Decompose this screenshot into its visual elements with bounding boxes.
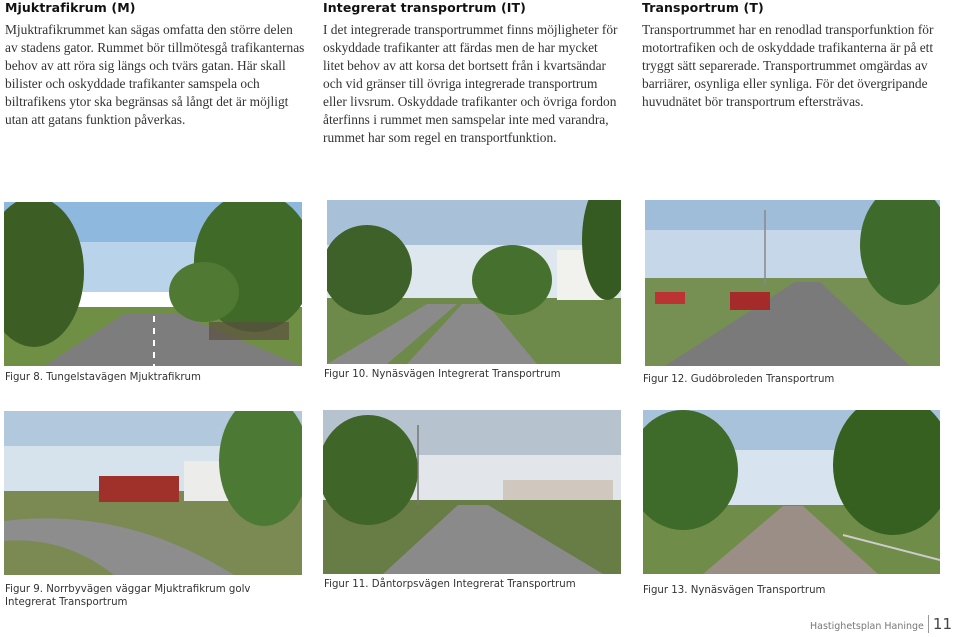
- photo-figur-13: [643, 410, 940, 574]
- caption-figur-13: Figur 13. Nynäsvägen Transportrum: [643, 585, 826, 596]
- page-footer: [810, 615, 952, 633]
- column-transportrum: [642, 0, 947, 111]
- photo-figur-8: [4, 202, 302, 366]
- caption-figur-9: Figur 9. Norrbyvägen väggar Mjuktrafikrum golv Integrerat Transportrum: [5, 584, 251, 608]
- heading-integrerat-transportrum: Integrerat transportrum (IT): [323, 0, 526, 15]
- caption-figur-11: Figur 11. Dåntorpsvägen Integrerat Transportrum: [324, 579, 576, 590]
- photo-figur-9: [4, 411, 302, 575]
- caption-figur-10: Figur 10. Nynäsvägen Integrerat Transportrum: [324, 369, 561, 380]
- column-mjuktrafikrum: [5, 0, 305, 129]
- heading-mjuktrafikrum: Mjuktrafikrum (M): [5, 0, 136, 15]
- caption-figur-12: Figur 12. Gudöbroleden Transportrum: [643, 374, 835, 385]
- page-number: 11: [928, 615, 952, 633]
- heading-transportrum: Transportrum (T): [642, 0, 764, 15]
- photo-figur-12: [645, 200, 940, 366]
- text-transportrum: Transportrummet har en renodlad transporfunktion för motortrafiken och de oskyddade trafikanterna är på ett tryggt sätt separerade. Transportrummet omgärdas av barriärer, osynliga eller synliga. För det övergripande huvudnätet bör transportrum eftersträvas.: [642, 22, 934, 109]
- footer-title: Hastighetsplan Haninge: [810, 621, 924, 632]
- text-integrerat-transportrum: I det integrerade transportrummet finns möjligheter för oskyddade trafikanter att färdas men de har mycket litet behov av att korsa det bortsett från i kvartsändar och vid gränser till övriga integrerade transportrum eller livsrum. Oskyddade trafikanter och övriga fordon återfinns i rummet men samspelar inte med varandra, rummet har som regel en transportfunktion.: [323, 22, 618, 145]
- photo-figur-10: [327, 200, 621, 364]
- photo-figur-11: [323, 410, 621, 574]
- text-mjuktrafikrum: Mjuktrafikrummet kan sägas omfatta den större delen av stadens gator. Rummet bör tillmötesgå trafikanternas behov av att röra sig längs och tvärs gatan. Här skall bilister och oskyddade trafikanter samspela och biltrafikens ytor ska begränsas så långt det är möjligt utan att gatans funktion påverkas.: [5, 22, 305, 127]
- column-integrerat-transportrum: [323, 0, 618, 147]
- caption-figur-8: Figur 8. Tungelstavägen Mjuktrafikrum: [5, 372, 201, 383]
